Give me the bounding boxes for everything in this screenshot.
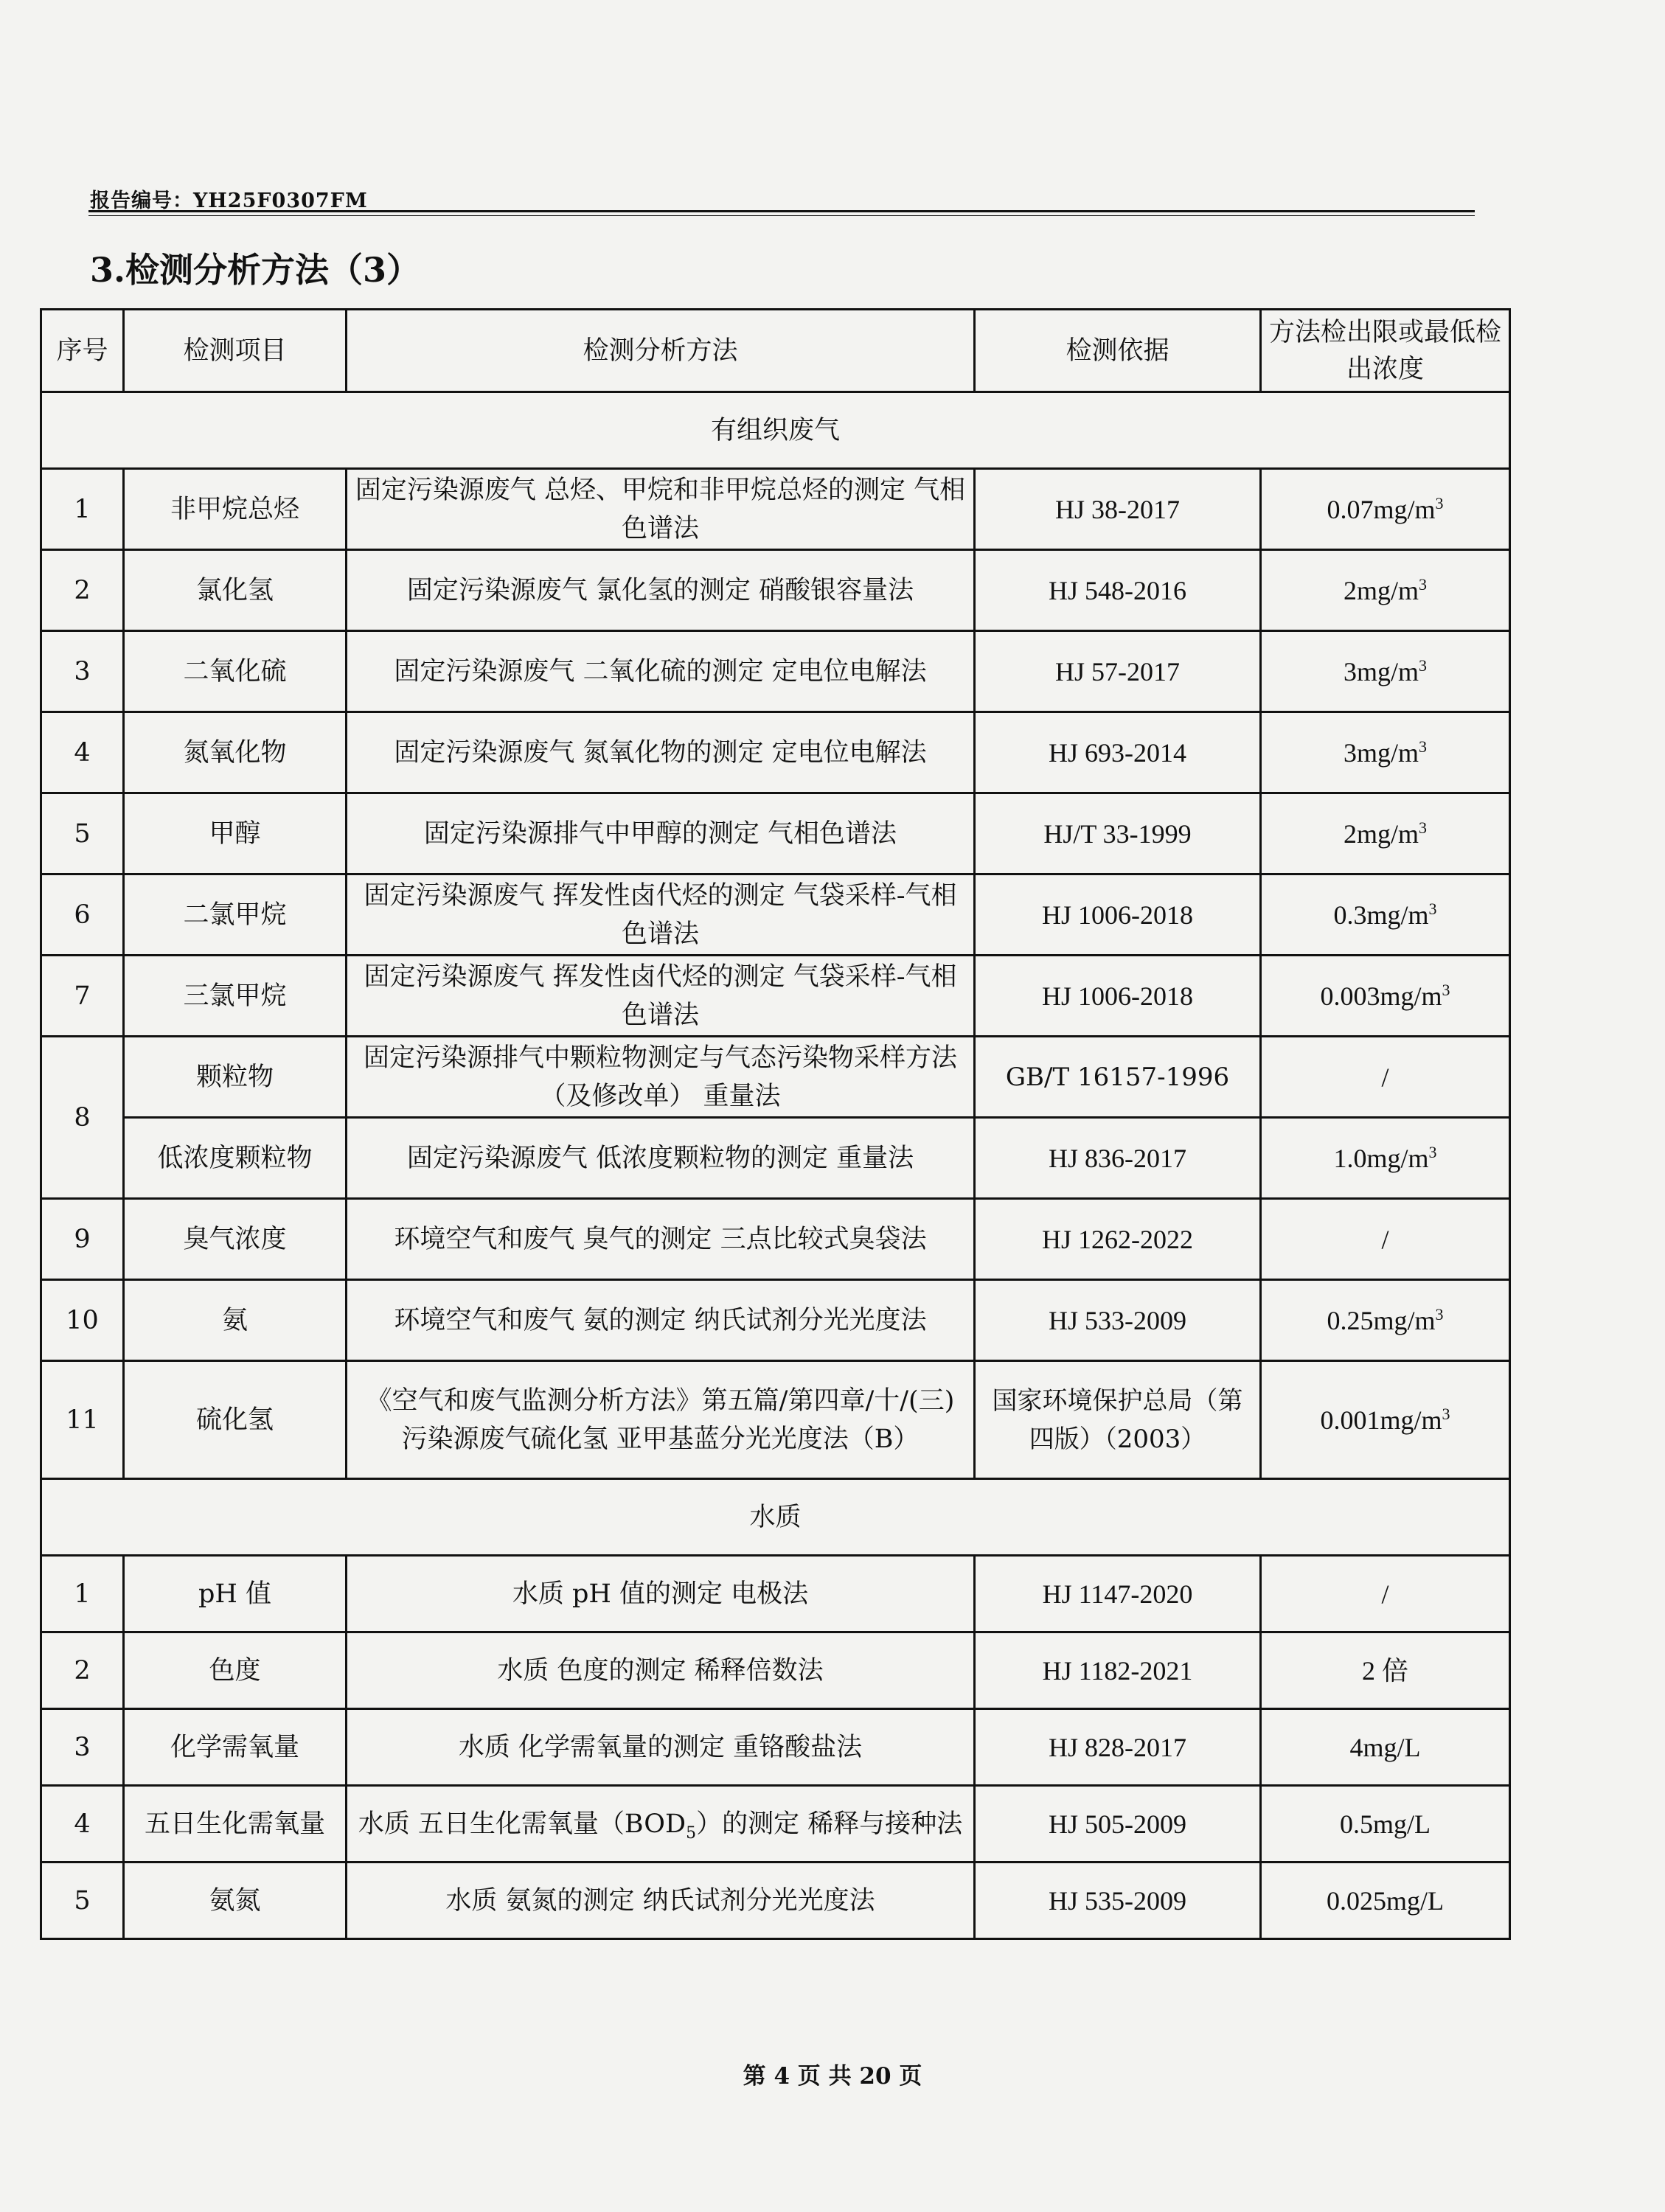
group-name: 有组织废气 bbox=[41, 392, 1510, 469]
table-row bbox=[41, 1199, 1510, 1280]
row-method: 固定污染源废气 挥发性卤代烃的测定 气袋采样-气相色谱法 bbox=[347, 956, 975, 1037]
row-limit: 0.5mg/L bbox=[1261, 1786, 1510, 1863]
row-no: 3 bbox=[41, 631, 124, 712]
unit-superscript: 3 bbox=[1442, 1404, 1450, 1423]
table-row bbox=[41, 956, 1510, 1037]
row-basis: HJ 1147-2020 bbox=[975, 1556, 1261, 1632]
row-basis: HJ 1262-2022 bbox=[975, 1199, 1261, 1280]
row-basis: HJ 1006-2018 bbox=[975, 956, 1261, 1037]
header-rule-thick bbox=[88, 210, 1475, 212]
row-basis: HJ 505-2009 bbox=[975, 1786, 1261, 1863]
row-method: 固定污染源废气 二氧化硫的测定 定电位电解法 bbox=[347, 631, 975, 712]
row-no: 2 bbox=[41, 1632, 124, 1709]
header-rule-thin bbox=[88, 215, 1475, 216]
row-basis: HJ 57-2017 bbox=[975, 631, 1261, 712]
row-method: 固定污染源废气 挥发性卤代烃的测定 气袋采样-气相色谱法 bbox=[347, 874, 975, 956]
row-basis: HJ 535-2009 bbox=[975, 1863, 1261, 1939]
unit-superscript: 3 bbox=[1428, 1142, 1437, 1161]
row-no: 4 bbox=[41, 1786, 124, 1863]
table-row bbox=[41, 1556, 1510, 1632]
row-method: 固定污染源废气 氯化氢的测定 硝酸银容量法 bbox=[347, 550, 975, 631]
row-no: 9 bbox=[41, 1199, 124, 1280]
methods-table bbox=[40, 308, 1511, 1940]
unit-superscript: 3 bbox=[1435, 1304, 1444, 1324]
row-item: 氯化氢 bbox=[124, 550, 347, 631]
row-basis: HJ 38-2017 bbox=[975, 469, 1261, 550]
row-limit: $1.0mg/m^3$ bbox=[1261, 1118, 1510, 1199]
row-no: 5 bbox=[41, 1863, 124, 1939]
row-basis: GB/T 16157-1996 bbox=[975, 1037, 1261, 1118]
row-basis: HJ 693-2014 bbox=[975, 712, 1261, 793]
row-method: 水质 五日生化需氧量$(BOD_5)$的测定 稀释与接种法 bbox=[347, 1786, 975, 1863]
table-row bbox=[41, 1118, 1510, 1199]
table-row bbox=[41, 1786, 1510, 1863]
row-item: 氨 bbox=[124, 1280, 347, 1361]
row-no: 10 bbox=[41, 1280, 124, 1361]
row-limit: $0.001mg/m^3$ bbox=[1261, 1361, 1510, 1479]
row-limit: $0.25mg/m^3$ bbox=[1261, 1280, 1510, 1361]
row-limit: $0.3mg/m^3$ bbox=[1261, 874, 1510, 956]
table-row bbox=[41, 1037, 1510, 1118]
row-item: 氮氧化物 bbox=[124, 712, 347, 793]
unit-superscript: 3 bbox=[1419, 655, 1427, 675]
row-limit: 0.025mg/L bbox=[1261, 1863, 1510, 1939]
table-row bbox=[41, 1280, 1510, 1361]
row-method: 水质 色度的测定 稀释倍数法 bbox=[347, 1632, 975, 1709]
section-title: 3.检测分析方法（3） bbox=[90, 250, 421, 290]
row-item: 臭气浓度 bbox=[124, 1199, 347, 1280]
table-row bbox=[41, 1632, 1510, 1709]
page-footer: 第 4 页 共 20 页 bbox=[743, 2063, 922, 2090]
row-limit: $2mg/m^3$ bbox=[1261, 550, 1510, 631]
row-method: 固定污染源废气 总烃、甲烷和非甲烷总烃的测定 气相色谱法 bbox=[347, 469, 975, 550]
row-method: 水质 化学需氧量的测定 重铬酸盐法 bbox=[347, 1709, 975, 1786]
unit-superscript: 3 bbox=[1435, 493, 1444, 512]
row-item: pH 值 bbox=[124, 1556, 347, 1632]
row-limit: $0.003mg/m^3$ bbox=[1261, 956, 1510, 1037]
row-no: 11 bbox=[41, 1361, 124, 1479]
report-number: 报告编号：YH25F0307FM bbox=[90, 189, 368, 212]
header-limit: 方法检出限或最低检出浓度 bbox=[1261, 310, 1510, 392]
row-item: 色度 bbox=[124, 1632, 347, 1709]
row-item: 颗粒物 bbox=[124, 1037, 347, 1118]
table-row bbox=[41, 1361, 1510, 1479]
row-item: 三氯甲烷 bbox=[124, 956, 347, 1037]
table-row bbox=[41, 712, 1510, 793]
row-method: 《空气和废气监测分析方法》第五篇/第四章/十/(三) 污染源废气硫化氢 亚甲基蓝分光光度法（B） bbox=[347, 1361, 975, 1479]
table-row bbox=[41, 631, 1510, 712]
table-row bbox=[41, 874, 1510, 956]
row-basis: HJ 836-2017 bbox=[975, 1118, 1261, 1199]
row-limit: 4mg/L bbox=[1261, 1709, 1510, 1786]
row-no: 1 bbox=[41, 469, 124, 550]
table-header-row bbox=[41, 310, 1510, 392]
group-name: 水质 bbox=[41, 1479, 1510, 1556]
group-row bbox=[41, 392, 1510, 469]
row-method: 环境空气和废气 臭气的测定 三点比较式臭袋法 bbox=[347, 1199, 975, 1280]
row-no: 6 bbox=[41, 874, 124, 956]
table-row bbox=[41, 1863, 1510, 1939]
unit-superscript: 3 bbox=[1428, 899, 1437, 918]
header-item: 检测项目 bbox=[124, 310, 347, 392]
unit-superscript: 3 bbox=[1419, 818, 1427, 837]
table-row bbox=[41, 1709, 1510, 1786]
row-item: 甲醇 bbox=[124, 793, 347, 874]
row-item: 五日生化需氧量 bbox=[124, 1786, 347, 1863]
table-row bbox=[41, 793, 1510, 874]
row-item: 二氯甲烷 bbox=[124, 874, 347, 956]
row-limit: $3mg/m^3$ bbox=[1261, 631, 1510, 712]
unit-superscript: 3 bbox=[1419, 737, 1427, 756]
row-basis: HJ 828-2017 bbox=[975, 1709, 1261, 1786]
row-no: 3 bbox=[41, 1709, 124, 1786]
row-limit: $3mg/m^3$ bbox=[1261, 712, 1510, 793]
row-limit: / bbox=[1261, 1199, 1510, 1280]
row-method: 环境空气和废气 氨的测定 纳氏试剂分光光度法 bbox=[347, 1280, 975, 1361]
row-no: 4 bbox=[41, 712, 124, 793]
row-item: 二氧化硫 bbox=[124, 631, 347, 712]
row-no: 5 bbox=[41, 793, 124, 874]
header-method: 检测分析方法 bbox=[347, 310, 975, 392]
row-no: 7 bbox=[41, 956, 124, 1037]
row-item: 氨氮 bbox=[124, 1863, 347, 1939]
row-limit: / bbox=[1261, 1037, 1510, 1118]
table-row bbox=[41, 469, 1510, 550]
row-basis: HJ 533-2009 bbox=[975, 1280, 1261, 1361]
row-no: 1 bbox=[41, 1556, 124, 1632]
row-item: 非甲烷总烃 bbox=[124, 469, 347, 550]
row-basis: 国家环境保护总局（第四版）（2003） bbox=[975, 1361, 1261, 1479]
row-no: 2 bbox=[41, 550, 124, 631]
row-method: 水质 pH 值的测定 电极法 bbox=[347, 1556, 975, 1632]
row-basis: HJ 1182-2021 bbox=[975, 1632, 1261, 1709]
row-item: 低浓度颗粒物 bbox=[124, 1118, 347, 1199]
row-item: 硫化氢 bbox=[124, 1361, 347, 1479]
method-subscript: 5 bbox=[686, 1823, 697, 1843]
row-basis: HJ/T 33-1999 bbox=[975, 793, 1261, 874]
row-basis: HJ 548-2016 bbox=[975, 550, 1261, 631]
row-method: 固定污染源排气中甲醇的测定 气相色谱法 bbox=[347, 793, 975, 874]
group-row bbox=[41, 1479, 1510, 1556]
row-item: 化学需氧量 bbox=[124, 1709, 347, 1786]
unit-superscript: 3 bbox=[1442, 980, 1450, 999]
row-limit: $0.07mg/m^3$ bbox=[1261, 469, 1510, 550]
row-basis: HJ 1006-2018 bbox=[975, 874, 1261, 956]
row-limit: $2mg/m^3$ bbox=[1261, 793, 1510, 874]
row-method: 固定污染源排气中颗粒物测定与气态污染物采样方法（及修改单） 重量法 bbox=[347, 1037, 975, 1118]
row-method: 固定污染源废气 低浓度颗粒物的测定 重量法 bbox=[347, 1118, 975, 1199]
row-method: 水质 氨氮的测定 纳氏试剂分光光度法 bbox=[347, 1863, 975, 1939]
unit-superscript: 3 bbox=[1419, 574, 1427, 594]
row-no: 8 bbox=[41, 1037, 124, 1199]
row-method: 固定污染源废气 氮氧化物的测定 定电位电解法 bbox=[347, 712, 975, 793]
header-no: 序号 bbox=[41, 310, 124, 392]
header-basis: 检测依据 bbox=[975, 310, 1261, 392]
row-limit: 2 倍 bbox=[1261, 1632, 1510, 1709]
table-row bbox=[41, 550, 1510, 631]
row-limit: / bbox=[1261, 1556, 1510, 1632]
